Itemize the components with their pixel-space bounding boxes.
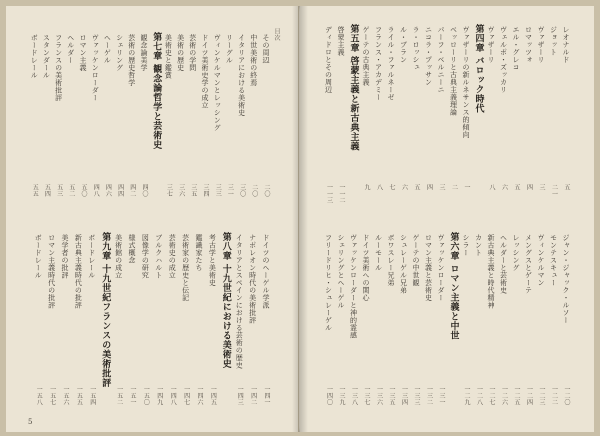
toc-entry: ヴェルポ・ズッカリ	[499, 26, 508, 94]
toc-page-number: 二〇	[263, 184, 270, 197]
toc-page-number: 一五二	[115, 386, 123, 406]
toc-page-number: 一二五	[513, 386, 520, 406]
toc-page-number: 一二四	[525, 386, 533, 406]
toc-page-number: 一五四	[88, 386, 96, 406]
toc-entry: ディドロとその周辺	[324, 26, 333, 94]
toc-page-number: 一五七	[48, 386, 56, 406]
toc-page-number: 九	[363, 184, 370, 191]
toc-page-number: 三〇	[238, 184, 246, 197]
toc-page-number: 一三八	[350, 386, 358, 406]
toc-entry: ライル・ファルネーゼ	[387, 26, 395, 101]
left-page	[6, 6, 299, 432]
toc-page-number: 一四〇	[325, 386, 333, 406]
toc-page-number: 五三	[55, 184, 63, 197]
toc-page-number: 一五〇	[142, 386, 150, 406]
toc-entry: ボードレール	[87, 234, 96, 279]
toc-page-number: 四八	[92, 184, 100, 197]
toc-entry: ラ・ロッシュ	[412, 26, 420, 71]
toc-entry: ヴァッケンローダーと神的霊感	[349, 234, 358, 339]
toc-page-number: 一四八	[169, 386, 177, 406]
toc-entry: ヘルダー	[66, 34, 75, 64]
toc-page-number: 一	[463, 184, 470, 191]
toc-page-number: 一四九	[155, 386, 163, 406]
toc-page-number: 五〇	[80, 184, 87, 197]
toc-entry: ロマン主義と芸術史	[424, 234, 433, 302]
toc-entry: ニコラ・プッサン	[424, 26, 433, 86]
toc-entry: フランスの美術批評	[54, 34, 63, 102]
toc-page-number: 一三五	[388, 386, 395, 406]
toc-entry: ヴァッケンローダー	[437, 234, 445, 302]
toc-entry: ボードレール	[34, 234, 43, 279]
toc-entry: 中世美術の終焉	[249, 34, 258, 87]
toc-entry: ヘルダーと芸術史	[499, 234, 508, 294]
toc-entry: スタンダール	[42, 34, 51, 79]
toc-entry: ヘーゲル	[103, 34, 112, 64]
toc-page-number: 三六	[177, 184, 185, 197]
toc-entry: エル・グレコ	[512, 26, 520, 71]
toc-page-number: 一四五	[209, 386, 217, 406]
toc-page-number: 七	[388, 184, 395, 191]
toc-entry: シェリングとヘーゲル	[337, 234, 345, 309]
toc-entry: ブルクハルト	[154, 234, 163, 279]
toc-page-number: 一三一	[438, 386, 445, 406]
toc-page-number: 一二八	[475, 386, 483, 406]
toc-page-number: 一三三	[413, 386, 420, 406]
toc-entry: ロマン主義	[79, 34, 87, 72]
toc-page-number: 八	[488, 184, 495, 191]
toc-page-number: 一二七	[488, 386, 495, 406]
toc-entry: ゲーテの古典主義	[362, 26, 370, 86]
toc-entry: イタリアとスペインにおける芸術の歴史	[235, 234, 244, 369]
toc-entry: シェリング	[115, 34, 124, 72]
toc-page-number: 一二二	[550, 386, 558, 406]
toc-page-number: 三三	[214, 184, 222, 197]
toc-page-number: 五	[563, 184, 570, 191]
toc-page-number: 三一	[226, 184, 234, 197]
toc-entry: ヴィンケルマン	[537, 234, 545, 287]
toc-entry: ドイツ美術史学の成立	[201, 34, 209, 109]
chapter-heading: 第八章 十九世紀における美術史	[220, 232, 231, 369]
toc-page-number: 四	[525, 184, 533, 191]
toc-page-number: 一三九	[338, 386, 345, 406]
toc-entry: ル・ブラン	[399, 26, 408, 64]
toc-entry: ドイツ美術への関心	[362, 234, 370, 302]
toc-entry: 芸術家の歴史と伝記	[181, 234, 190, 302]
toc-entry: 図像学の研究	[141, 234, 150, 279]
toc-entry: ルーモール	[374, 234, 383, 272]
toc-entry: ボワスレー兄弟	[387, 234, 395, 287]
toc-entry: ヴァザーリの新ルネサンス的傾向	[462, 26, 470, 139]
toc-entry: イタリアにおける美術史	[237, 34, 246, 117]
book-gutter	[292, 6, 308, 432]
toc-entry: ゲーテの中世観	[412, 234, 420, 287]
toc-page-number: 三四	[202, 184, 209, 197]
toc-page-number: 一五八	[35, 386, 43, 406]
toc-entry: メングスとゲーテ	[524, 234, 533, 294]
toc-page-number: 一三四	[400, 386, 408, 406]
toc-page-number: 四二	[128, 184, 136, 197]
toc-page-number: 六	[500, 184, 508, 191]
toc-entry: 観念論美学	[140, 34, 148, 72]
toc-page-number: 五	[513, 184, 520, 191]
toc-page-number: 一五六	[62, 386, 69, 406]
toc-entry: ロマッツォ	[524, 26, 533, 64]
toc-page-number: 五二	[67, 184, 75, 197]
toc-page-number: 四〇	[141, 184, 148, 197]
chapter-heading: 第六章 ロマン主義と中世	[448, 232, 459, 341]
toc-entry: ナポレオン時代の美術批評	[248, 234, 257, 324]
toc-entry: ヴァッケンローダー	[91, 34, 100, 102]
toc-entry: ドイツのヘーゲル学派	[262, 234, 270, 309]
toc-page-number: 一四七	[182, 386, 190, 406]
toc-page-number: 一二六	[500, 386, 508, 406]
toc-page-number: 一二三	[538, 386, 545, 406]
toc-page-number: 一一二	[338, 184, 345, 204]
toc-page-number: 五五	[31, 184, 39, 197]
toc-entry: 芸術の歴史哲学	[127, 34, 136, 87]
toc-entry: モンテスキュー	[549, 234, 558, 287]
toc-page-number: 一四三	[236, 386, 244, 406]
toc-page-number: 二〇	[250, 184, 258, 197]
toc-entry: 考古学と美術史	[208, 234, 217, 287]
toc-entry: ヴァザーリ	[537, 26, 545, 64]
toc-entry: ジャン・ジャック・ルソー	[562, 234, 570, 324]
chapter-heading: 第五章 啓蒙主義と新古典主義	[348, 24, 359, 152]
toc-entry: シュレーゲル兄弟	[399, 234, 408, 294]
toc-entry: その周辺	[262, 34, 270, 64]
toc-page-number: 一二〇	[563, 386, 570, 406]
toc-page-number: 五四	[43, 184, 51, 197]
toc-entry: ヴァザーリ	[487, 26, 495, 64]
toc-entry: ロマン主義時代の批評	[47, 234, 56, 309]
toc-entry: 新古典主義と時代精神	[487, 234, 495, 309]
toc-entry: レッシング	[512, 234, 520, 272]
toc-entry: 芸術史の成立	[168, 234, 177, 279]
toc-page-number: 八	[375, 184, 383, 191]
toc-page-number: 四六	[104, 184, 112, 197]
toc-page-number: 一三二	[425, 386, 433, 406]
toc-page-number: 三七	[165, 184, 173, 197]
toc-page-number: 一二九	[463, 386, 470, 406]
toc-page-number: 六	[400, 184, 408, 191]
toc-page-number: 三五	[189, 184, 197, 197]
toc-page-number: 四	[425, 184, 433, 191]
toc-entry: ベッローリと古典主義理論	[449, 26, 458, 116]
toc-entry: フリードリヒ・シュレーゲル	[324, 234, 333, 332]
toc-entry: 様式概念	[128, 234, 136, 264]
toc-entry: 芸術の学問	[188, 34, 197, 72]
toc-page-number: 二一	[550, 184, 558, 197]
toc-page-number: 一三六	[375, 386, 383, 406]
toc-entry: 新古典主義時代の批評	[74, 234, 83, 309]
toc-page-number: 一三七	[363, 386, 370, 406]
toc-entry: 美術館の成立	[114, 234, 123, 279]
chapter-heading: 第九章 十九世紀フランスの美術批評	[100, 232, 111, 388]
toc-entry: パーフ・ベルニーニ	[437, 26, 445, 94]
toc-entry: 美学者の批評	[61, 234, 69, 279]
toc-entry: ジョット	[549, 26, 558, 56]
toc-entry: ヴィンケルマンとレッシング	[213, 34, 222, 132]
page-number: 5	[28, 418, 33, 426]
toc-entry: フランス・アカデミー	[374, 26, 383, 101]
toc-page-number: 三	[438, 184, 445, 191]
chapter-heading: 第四章 バロック時代	[473, 24, 484, 114]
toc-entry: 鑑識家たち	[195, 234, 203, 272]
chapter-heading: 第七章 観念論哲学と芸術史	[151, 32, 162, 150]
toc-page-number: 一四一	[263, 386, 270, 406]
toc-entry: レオナルド	[562, 26, 570, 64]
toc-page-number: 一五五	[75, 386, 83, 406]
toc-entry: ボードレール	[30, 34, 39, 79]
toc-entry: 美術の歴史	[176, 34, 185, 72]
toc-entry: カント	[474, 234, 483, 257]
toc-page-number: 一四六	[196, 386, 203, 406]
toc-page-number: 五	[413, 184, 420, 191]
toc-entry: リーグル	[225, 34, 234, 64]
toc-page-number: 一四二	[249, 386, 257, 406]
toc-page-number: 一一三	[325, 184, 333, 204]
running-head: 目次	[273, 28, 280, 41]
right-page	[300, 6, 594, 432]
toc-page-number: 三	[538, 184, 545, 191]
toc-page-number: 一五一	[129, 386, 136, 406]
toc-page-number: 二	[450, 184, 458, 191]
book-spread	[6, 6, 594, 432]
toc-entry: シラー	[462, 234, 470, 257]
toc-entry: 美術史と鑑賞	[164, 34, 173, 79]
toc-entry: 啓蒙主義	[337, 26, 345, 56]
toc-page-number: 四四	[116, 184, 124, 197]
